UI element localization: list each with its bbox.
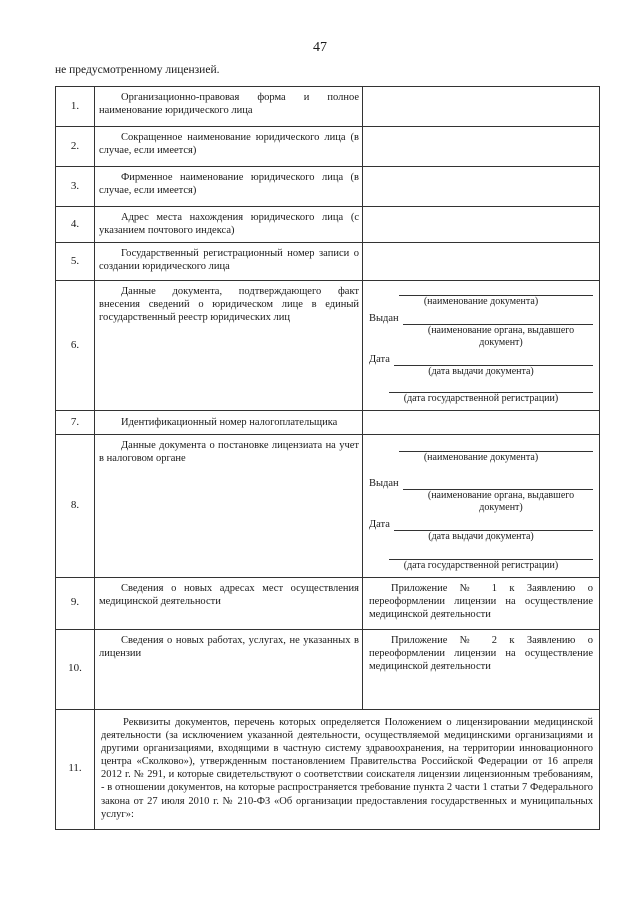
row-value[interactable] (363, 207, 600, 243)
doc-name-line[interactable] (399, 285, 593, 296)
row-value[interactable] (363, 167, 600, 207)
row-label: Данные документа о постановке лицензиата на учет в налоговом органе (95, 435, 363, 578)
appendix-1-reference: Приложение № 1 к Заявлению о переоформлении лицензии на осуществление медицинской деятельности (363, 577, 600, 629)
row-number: 9. (56, 577, 95, 629)
caption: (наименование документа) (423, 452, 539, 463)
caption: (наименование органа, выдавшего документ) (427, 489, 575, 514)
table-row (56, 207, 600, 243)
table-row (56, 411, 600, 435)
reg-date-line[interactable] (389, 382, 593, 393)
page-number: 47 (313, 40, 327, 55)
issue-date-line[interactable] (394, 520, 593, 531)
table-row (56, 243, 600, 281)
row-text: Реквизиты документов, перечень которых определяется Положением о лицензировании медицинской деятельности (за исключением указанной деятельности, осуществляемой медицинскими организациями и другими организациями, входящими в частную систему здравоохранения, на территории инновационного центра «Сколково»), утвержденным постановлением Правительства Российской Федерации от 16 апреля 2012 г. № 291, и которые свидетельствуют о соответствии соискателя лицензии лицензионным требованиям, - в отношении документов, на которые распространяется требование пункта 2 части 1 статьи 7 Федерального закона от 27 июля 2010 г. № 210-ФЗ «Об организации предоставления государственных и муниципальных услуг»: (95, 709, 600, 829)
caption: (дата государственной регистрации) (403, 393, 559, 405)
row-label: Сокращенное наименование юридического лица (в случае, если имеется) (95, 127, 363, 167)
table-row (56, 127, 600, 167)
table-row (56, 709, 600, 829)
table-row (56, 629, 600, 709)
row-value[interactable] (363, 243, 600, 281)
row-label: Фирменное наименование юридического лица (в случае, если имеется) (95, 167, 363, 207)
registry-document-fields (363, 281, 600, 411)
table-row (56, 87, 600, 127)
table-row (56, 167, 600, 207)
issued-label: Выдан (369, 312, 399, 324)
row-value[interactable] (363, 411, 600, 435)
date-label: Дата (369, 518, 390, 530)
row-label: Адрес места нахождения юридического лица (с указанием почтового индекса) (95, 207, 363, 243)
caption: (наименование органа, выдавшего документ) (427, 324, 575, 349)
row-label: Сведения о новых адресах мест осуществления медицинской деятельности (95, 577, 363, 629)
caption: (дата выдачи документа) (428, 530, 534, 542)
caption: (наименование документа) (423, 296, 539, 307)
issued-label: Выдан (369, 477, 399, 489)
row-number: 7. (56, 411, 95, 435)
table-row (56, 435, 600, 578)
application-form-table (55, 86, 600, 830)
row-label: Данные документа, подтверждающего факт внесения сведений о юридическом лице в единый государственный реестр юридических лиц (95, 281, 363, 411)
row-number: 1. (56, 87, 95, 127)
row-number: 8. (56, 435, 95, 578)
appendix-2-reference: Приложение № 2 к Заявлению о переоформлении лицензии на осуществление медицинской деятельности (363, 629, 600, 709)
row-number: 5. (56, 243, 95, 281)
intro-text: не предусмотренному лицензией. (55, 64, 220, 76)
caption: (дата выдачи документа) (428, 365, 534, 377)
tax-document-fields (363, 435, 600, 578)
row-label: Организационно-правовая форма и полное наименование юридического лица (95, 87, 363, 127)
issue-date-line[interactable] (394, 355, 593, 366)
row-number: 2. (56, 127, 95, 167)
row-label: Государственный регистрационный номер записи о создании юридического лица (95, 243, 363, 281)
row-label: Сведения о новых работах, услугах, не указанных в лицензии (95, 629, 363, 709)
reg-date-line[interactable] (389, 549, 593, 560)
row-value[interactable] (363, 87, 600, 127)
date-label: Дата (369, 353, 390, 365)
issuer-line[interactable] (403, 314, 593, 325)
table-row (56, 281, 600, 411)
caption: (дата государственной регистрации) (403, 560, 559, 572)
row-number: 3. (56, 167, 95, 207)
row-number: 4. (56, 207, 95, 243)
table-row (56, 577, 600, 629)
row-number: 10. (56, 629, 95, 709)
row-value[interactable] (363, 127, 600, 167)
doc-name-line[interactable] (399, 441, 593, 452)
row-number: 11. (56, 709, 95, 829)
row-label: Идентификационный номер налогоплательщика (95, 411, 363, 435)
issuer-line[interactable] (403, 479, 593, 490)
row-number: 6. (56, 281, 95, 411)
